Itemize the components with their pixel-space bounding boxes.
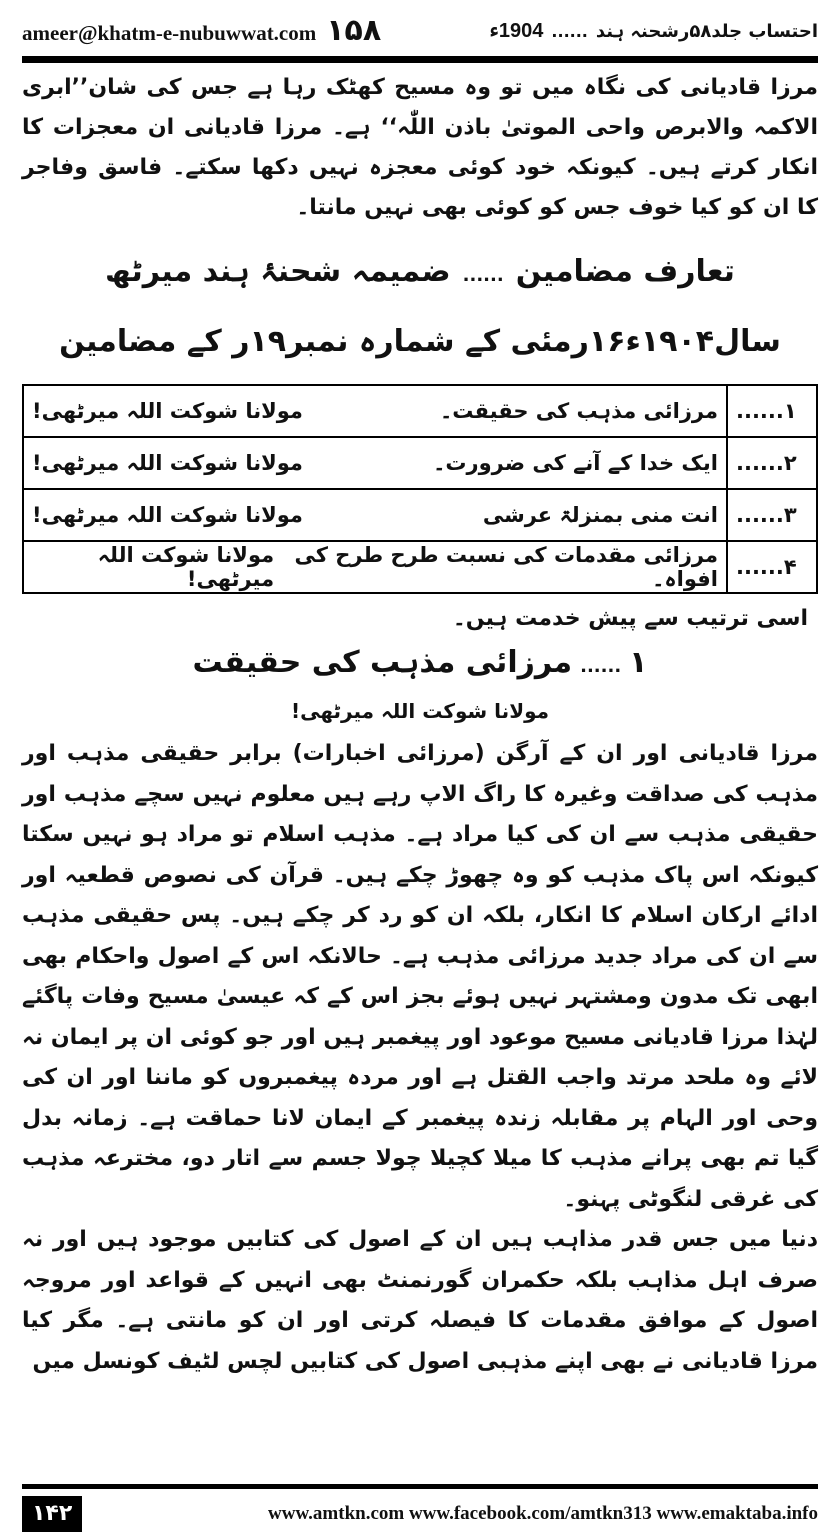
intro-heading-dots: ......	[462, 265, 504, 286]
header-email: ameer@khatm-e-nubuwwat.com	[22, 20, 317, 45]
header-year: 1904ء	[489, 19, 544, 42]
section-author: مولانا شوکت اللہ میرٹھی!	[290, 699, 550, 723]
article-body	[22, 734, 818, 1382]
toc-author: مولانا شوکت اللہ میرٹھی!	[32, 503, 303, 527]
section-title	[22, 638, 818, 692]
header-title: احتساب جلد۵۸رشحنہ ہند	[595, 20, 818, 42]
header-dots: ......	[551, 21, 588, 41]
section-number: ۱	[629, 645, 648, 680]
toc-author: مولانا شوکت اللہ میرٹھی!	[97, 543, 275, 591]
contents-table	[22, 384, 818, 594]
toc-number: ۱......	[727, 385, 817, 437]
section-title-text: مرزائی مذہب کی حقیقت	[192, 645, 573, 680]
table-row	[23, 385, 817, 437]
issue-heading: سال۱۹۰۴ء۱۶رمئی کے شمارہ نمبر۱۹ر کے مضامین	[59, 324, 781, 359]
section-dots: ......	[580, 656, 622, 677]
footer-rule	[22, 1484, 818, 1489]
header-left	[22, 13, 381, 48]
toc-title: انت منی بمنزلۃ عرشی	[482, 503, 718, 527]
table-row	[23, 489, 817, 541]
toc-number: ۲......	[727, 437, 817, 489]
intro-heading-left: تعارف مضامین	[515, 254, 735, 289]
header-page-number: ۱۵۸	[326, 12, 382, 48]
footer-page-box: ۱۴۲	[22, 1496, 82, 1532]
toc-title: مرزائی مقدمات کی نسبت طرح طرح کی افواہ۔	[294, 543, 718, 591]
header-rule	[22, 56, 818, 63]
body-paragraph: مرزا قادیانی اور ان کے آرگن (مرزائی اخبارات) برابر حقیقی مذہب اور مذہب کی صداقت وغیرہ کا راگ الاپ رہے ہیں معلوم نہیں سچے مذہب اور حقیقی مذہب سے ان کی کیا مراد ہے۔ مذہب اسلام تو مراد ہو نہیں سکتا کیونکہ اس پاک مذہب کو وہ چھوڑ چکے ہیں۔ قرآن کی نصوص قطعیہ اور ادائے ارکان اسلام کا انکار، بلکہ ان کو رد کر چکے ہیں۔ پس حقیقی مذہب سے ان کی مراد جدید مرزائی مذہب ہے۔ حالانکہ اس کے اصول واحکام بھی ابھی تک مدون ومشتہر نہیں ہوئے بجز اس کے کہ عیسیٰ مسیح وفات پاگئے لہٰذا مرزا قادیانی مسیح موعود اور پیغمبر ہیں اور جو کوئی ان پر ایمان نہ لائے وہ ملحد مرتد واجب القتل ہے اور مردہ پیغمبروں کو ماننا اور ان کی وحی اور الہام پر مقابلہ زندہ پیغمبر کے ایمان لانا حماقت ہے۔ زمانہ بدل گیا تم بھی پرانے مذہب کا میلا کچیلا چولا جسم سے اتار دو، مخترعہ مذہب کی غرقی لنگوٹی پہنو۔	[22, 741, 818, 1212]
toc-title: ایک خدا کے آنے کی ضرورت۔	[433, 451, 718, 475]
footer-websites: www.amtkn.com www.facebook.com/amtkn313 www.emaktaba.info	[268, 1503, 818, 1524]
content	[22, 66, 818, 1382]
header-right	[490, 18, 819, 43]
intro-heading	[22, 244, 818, 304]
intro-paragraph: مرزا قادیانی کی نگاہ میں تو وہ مسیح کھٹک رہا ہے جس کی شان’’ابری الاکمہ والابرص واحی الموتیٰ باذن اللّٰہ‘‘ ہے۔ مرزا قادیانی ان معجزات کا انکار کرتے ہیں۔ کیونکہ خود کوئی معجزہ نہیں دکھا سکتے۔ فاسق وفاجر کا ان کو کیا خوف جس کو کوئی بھی نہیں مانتا۔	[22, 75, 818, 220]
body-paragraph: دنیا میں جس قدر مذاہب ہیں ان کے اصول کی کتابیں موجود ہیں اور نہ صرف اہل مذاہب بلکہ حکمران گورنمنٹ بھی انہیں کے قواعد اور مروجہ اصول کے موافق مقدمات کا فیصلہ کرتی اور ان کو مانتی ہے۔ مگر کیا مرزا قادیانی نے بھی اپنے مذہبی اصول کی کتابیں لچس لٹیف کونسل میں	[22, 1227, 818, 1374]
page-footer	[22, 1494, 818, 1534]
table-row	[23, 541, 817, 593]
toc-title: مرزائی مذہب کی حقیقت۔	[439, 399, 718, 423]
toc-author: مولانا شوکت اللہ میرٹھی!	[32, 399, 303, 423]
order-note: اسی ترتیب سے پیش خدمت ہیں۔	[452, 606, 808, 631]
toc-number: ۳......	[727, 489, 817, 541]
page-header	[22, 8, 818, 52]
table-row	[23, 437, 817, 489]
toc-number: ۴......	[727, 541, 817, 593]
intro-heading-right: ضمیمہ شحنۂ ہند میرٹھ	[105, 254, 451, 289]
toc-author: مولانا شوکت اللہ میرٹھی!	[32, 451, 303, 475]
